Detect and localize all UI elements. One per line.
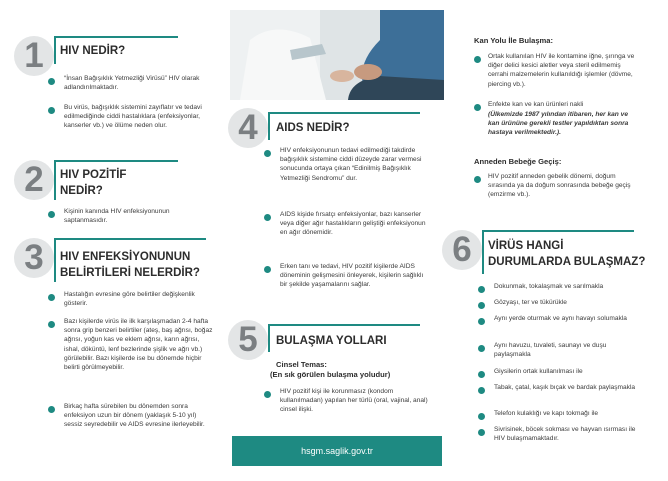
section-title-2b: NEDİR? <box>60 185 103 197</box>
section-number-5: 5 <box>228 320 268 360</box>
list-item: Gözyaşı, ter ve tükürükle <box>494 299 567 306</box>
section-title-1: HIV NEDİR? <box>60 45 126 57</box>
list-item: Erken tanı ve tedavi, HIV pozitif kişilerde AIDS döneminin gelişmesini önleyerek, kişilerin sağlıklı bir şekilde yaşamalarını sağlar. <box>280 263 424 289</box>
list-item: Bazı kişilerde virüs ile ilk karşılaşmadan 2-4 hafta sonra grip benzeri belirtiler (ateş, baş ağrısı, boğaz ağrısı, yoğun kas ve eklem ağrısı, karın ağrısı, ishal, döküntü, lenf bezlerinde şişlik ve ağrı vb.) görülebilir. Bazı kişilerde ise bu dönemde hiçbir belirti görülmeyebilir. <box>64 318 213 372</box>
bullet-icon <box>264 214 271 221</box>
bullet-icon <box>474 104 481 111</box>
bullet-icon <box>478 371 485 378</box>
title-vbar <box>54 238 56 282</box>
list-note: (Ülkemizde 1987 yılından itibaren, her kan ve kan ürününe gerekli testler yapıldıktan sonra hastaya verilmektedir.). <box>488 111 629 137</box>
bullet-icon <box>48 321 55 328</box>
subheading-kan: Kan Yolu İle Bulaşma: <box>474 36 554 45</box>
list-item: Enfekte kan ve kan ürünleri nakli <box>488 101 584 108</box>
section-number-3: 3 <box>14 238 54 278</box>
list-item: AIDS kişide fırsatçı enfeksiyonlar, bazı kanserler veya diğer ağır hastalıkların geliştiği enfeksiyonun en ağır dönemidir. <box>280 211 426 237</box>
column-1 <box>0 0 222 481</box>
bullet-icon <box>48 107 55 114</box>
bullet-icon <box>264 266 271 273</box>
title-vbar <box>54 36 56 64</box>
title-bar <box>56 160 178 162</box>
list-item: Kişinin kanında HIV enfeksiyonunun saptanmasıdır. <box>64 208 170 225</box>
bullet-icon <box>474 176 481 183</box>
section-title-2a: HIV POZİTİF <box>60 169 127 181</box>
title-bar <box>484 230 634 232</box>
section-number-6: 6 <box>442 230 482 270</box>
subheading: Cinsel Temas: <box>276 360 327 369</box>
title-bar <box>270 324 420 326</box>
subheading-anne: Anneden Bebeğe Geçiş: <box>474 157 562 166</box>
website-footer: hsgm.saglik.gov.tr <box>232 436 442 466</box>
bullet-icon <box>264 150 271 157</box>
bullet-icon <box>48 78 55 85</box>
bullet-icon <box>48 211 55 218</box>
section-number-4: 4 <box>228 108 268 148</box>
title-bar <box>56 238 206 240</box>
section-title-6b: DURUMLARDA BULAŞMAZ? <box>488 256 646 268</box>
bullet-icon <box>48 294 55 301</box>
list-item: HIV enfeksiyonunun tedavi edilmediği takdirde bağışıklık sistemine ciddi düzeyde zarar vermesi sonucunda ortaya çıkan “Edinilmiş Bağışıklık Yetmezliği Sendromu” dur. <box>280 147 422 182</box>
title-vbar <box>482 230 484 274</box>
bullet-icon <box>478 302 485 309</box>
list-item: Birkaç hafta sürebilen bu dönemden sonra enfeksiyon uzun bir dönem (yaklaşık 5-10 yıl) sessiz seyredebilir ve AIDS evresine ilerleyebilir. <box>64 403 205 429</box>
list-item: Bu virüs, bağışıklık sistemini zayıflatır ve tedavi edilmediğinde ciddi hastalıklara (enfeksiyonlar, kanserler vb.) ve ölüme neden olur. <box>64 104 202 130</box>
list-item: HIV pozitif anneden gebelik dönemi, doğum sırasında ya da doğum sonrasında bebeğe geçiş (emzirme vb.). <box>488 173 631 199</box>
section-number-1: 1 <box>14 36 54 76</box>
list-item: Telefon kulaklığı ve kapı tokmağı ile <box>494 410 599 417</box>
list-item: Aynı havuzu, tuvaleti, saunayı ve duşu paylaşmakla <box>494 342 607 359</box>
list-item: Sivrisinek, böcek sokması ve hayvan ısırması ile HIV bulaşmamaktadır. <box>494 426 636 443</box>
list-item: Ortak kullanılan HIV ile kontamine iğne, şırınga ve diğer delici kesici aletler veya steril edilmemiş cerrahi malzemelerin kullanıldığı işlemler (dövme, piercing vb.). <box>488 53 635 88</box>
section-title-5: BULAŞMA YOLLARI <box>276 335 387 347</box>
list-item: Aynı yerde oturmak ve aynı havayı solumakla <box>494 315 627 322</box>
bullet-icon <box>478 429 485 436</box>
title-vbar <box>268 324 270 352</box>
bullet-icon <box>264 391 271 398</box>
bullet-icon <box>48 406 55 413</box>
section-number-2: 2 <box>14 160 54 200</box>
title-bar <box>56 36 178 38</box>
title-bar <box>270 112 420 114</box>
list-item: Dokunmak, tokalaşmak ve sarılmakla <box>494 283 604 290</box>
bullet-icon <box>478 318 485 325</box>
title-vbar <box>268 112 270 140</box>
list-item: “İnsan Bağışıklık Yetmezliği Virüsü” HIV olarak adlandırılmaktadır. <box>64 75 200 92</box>
title-vbar <box>54 160 56 200</box>
bullet-icon <box>478 387 485 394</box>
section-title-4: AIDS NEDİR? <box>276 122 350 134</box>
subheading-note: (En sık görülen bulaşma yoludur) <box>270 370 391 379</box>
list-item: Tabak, çatal, kaşık bıçak ve bardak paylaşmakla <box>494 384 636 391</box>
section-title-3b: BELİRTİLERİ NELERDİR? <box>60 267 200 279</box>
section-title-3a: HIV ENFEKSİYONUNUN <box>60 251 191 263</box>
list-item: Hastalığın evresine göre belirtiler değişkenlik gösterir. <box>64 291 195 308</box>
bullet-icon <box>478 413 485 420</box>
list-item: Giysilerin ortak kullanılması ile <box>494 368 583 375</box>
section-title-6a: VİRÜS HANGİ <box>488 240 564 252</box>
doctor-patient-photo <box>230 10 444 100</box>
bullet-icon <box>474 56 481 63</box>
bullet-icon <box>478 345 485 352</box>
bullet-icon <box>478 286 485 293</box>
list-item: HIV pozitif kişi ile korunmasız (kondom kullanılmadan) yapılan her türlü (oral, vajinal, anal) cinsel ilişki. <box>280 388 428 414</box>
